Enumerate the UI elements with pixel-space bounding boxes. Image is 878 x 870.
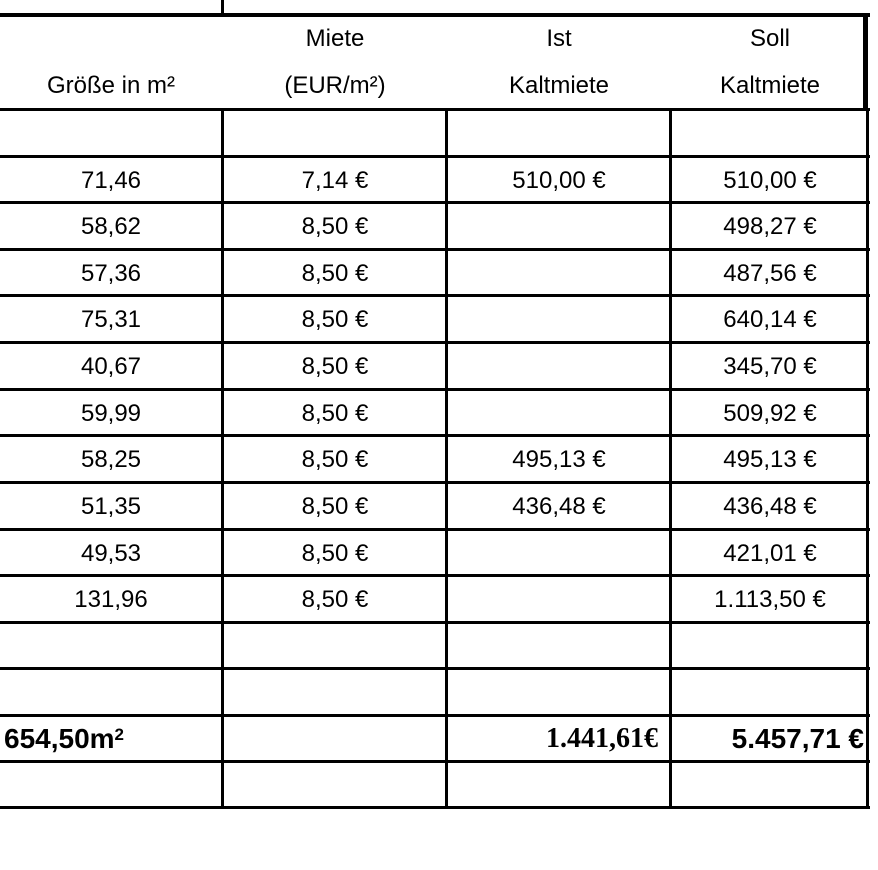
header-actual-sublabel: Kaltmiete [508,72,610,99]
rate-cell: 8,50 € [301,400,369,427]
rate-cell: 8,50 € [301,213,369,240]
rate-cell [224,112,446,156]
target-rent-cell: 487,56 € [723,260,817,287]
rate-cell: 8,50 € [301,260,369,287]
header-right-border [863,13,868,110]
rate-cell: 8,50 € [301,493,369,520]
target-rent-cell [672,671,868,715]
rate-cell [224,671,446,715]
row-divider [0,806,870,809]
target-rent-cell: 345,70 € [723,353,817,380]
target-rent-cell: 498,27 € [723,213,817,240]
total-size-value: 654,50m [4,723,115,754]
column-divider [221,108,224,809]
row-divider [0,341,870,344]
row-divider [0,667,870,670]
row-divider [0,108,870,111]
target-rent-cell: 640,14 € [723,306,817,333]
header-rent-unit: (EUR/m²) [284,72,386,99]
target-rent-cell: 510,00 € [723,167,817,194]
row-divider [0,760,870,763]
row-divider [0,248,870,251]
column-divider [445,108,448,809]
rate-cell: 8,50 € [301,353,369,380]
total-size-superscript: 2 [114,725,125,744]
table-top-border [0,13,870,17]
rate-cell: 8,50 € [301,586,369,613]
actual-rent-cell [448,578,670,622]
rate-cell: 8,50 € [301,306,369,333]
total-target-rent: 5.457,71 € [731,723,864,754]
actual-rent-cell: 436,48 € [512,493,606,520]
target-rent-cell: 1.113,50 € [714,586,826,613]
target-rent-cell: 495,13 € [723,446,817,473]
target-rent-cell: 421,01 € [723,540,817,567]
actual-rent-cell [448,671,670,715]
size-cell: 49,53 [80,540,142,567]
actual-rent-cell [448,532,670,576]
total-actual-rent: 1.441,61€ [546,723,658,754]
actual-rent-cell: 510,00 € [512,167,606,194]
actual-rent-cell [448,345,670,389]
target-rent-cell: 436,48 € [723,493,817,520]
actual-rent-cell: 495,13 € [512,446,606,473]
actual-rent-cell [448,252,670,296]
row-divider [0,294,870,297]
column-divider-top-stub [221,0,224,15]
size-cell: 58,25 [80,446,142,473]
row-divider [0,621,870,624]
size-cell: 40,67 [80,353,142,380]
rate-cell [224,625,446,669]
size-cell [0,112,222,156]
rate-cell: 8,50 € [301,540,369,567]
actual-rent-cell [448,205,670,249]
actual-rent-cell [448,298,670,342]
size-cell: 75,31 [80,306,142,333]
actual-rent-cell [448,112,670,156]
size-cell: 51,35 [80,493,142,520]
size-cell: 59,99 [80,400,142,427]
row-divider [0,155,870,158]
row-divider [0,714,870,717]
target-rent-cell [672,112,868,156]
header-size-label: Größe in m² [46,72,175,99]
total-size-cell [4,717,222,761]
actual-rent-cell [448,392,670,436]
actual-rent-cell [448,625,670,669]
column-divider [669,108,672,809]
size-cell: 71,46 [80,167,142,194]
row-divider [0,481,870,484]
header-rent-label: Miete [305,25,365,52]
header-target-label: Soll [749,25,791,52]
header-target-sublabel: Kaltmiete [719,72,821,99]
size-cell: 57,36 [80,260,142,287]
size-cell [0,625,222,669]
target-rent-cell [672,625,868,669]
size-cell [0,671,222,715]
size-cell: 131,96 [74,586,148,613]
row-divider [0,388,870,391]
row-divider [0,434,870,437]
rate-cell: 7,14 € [301,167,369,194]
target-rent-cell: 509,92 € [723,400,817,427]
rate-cell: 8,50 € [301,446,369,473]
size-cell: 58,62 [80,213,142,240]
column-divider [866,108,869,809]
row-divider [0,528,870,531]
header-actual-label: Ist [546,25,572,52]
row-divider [0,574,870,577]
row-divider [0,201,870,204]
